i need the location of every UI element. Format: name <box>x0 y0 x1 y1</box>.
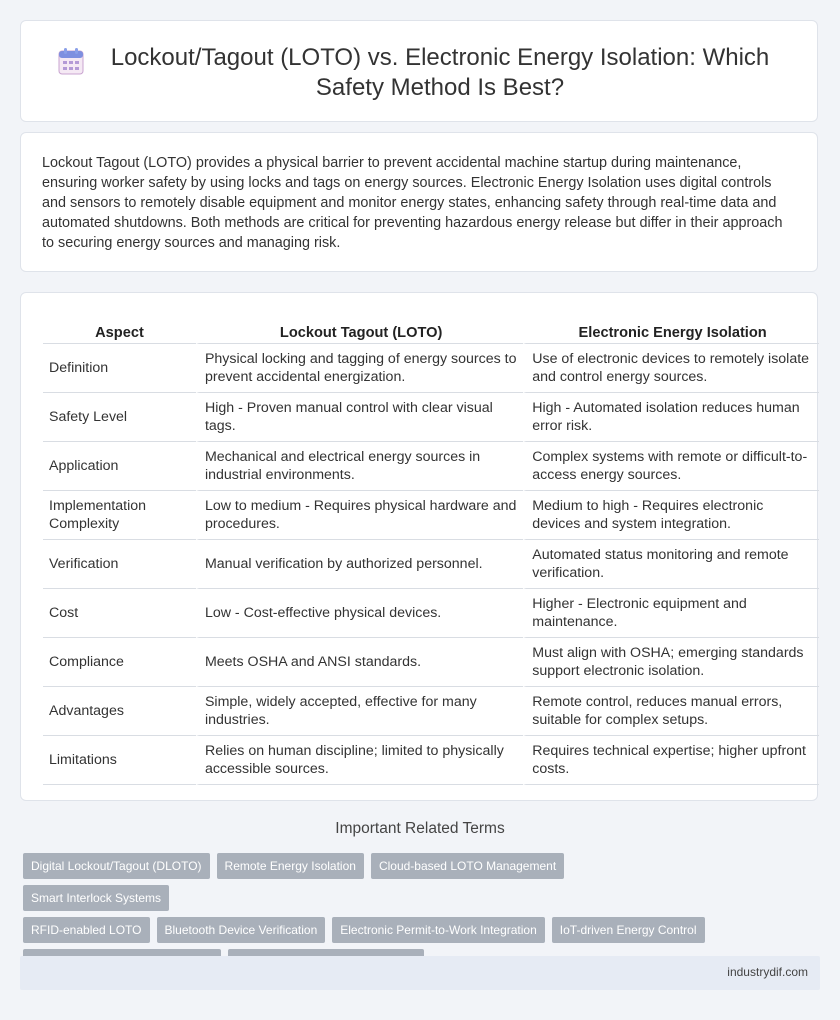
electronic-cell: Complex systems with remote or difficult-to-access energy sources. <box>523 442 819 491</box>
loto-cell: Relies on human discipline; limited to physically accessible sources. <box>196 736 523 785</box>
related-terms-title: Important Related Terms <box>335 820 505 837</box>
electronic-cell: Medium to high - Requires electronic devices and system integration. <box>523 491 819 540</box>
table-row <box>43 442 819 491</box>
related-term-tag[interactable]: Bluetooth Device Verification <box>157 917 326 943</box>
electronic-cell: Must align with OSHA; emerging standards support electronic isolation. <box>523 638 819 687</box>
aspect-cell: Application <box>43 442 196 491</box>
table-header-row <box>43 313 819 344</box>
page-title: Lockout/Tagout (LOTO) vs. Electronic Energy Isolation: Which Safety Method Is Best? <box>110 44 770 101</box>
aspect-cell: Advantages <box>43 687 196 736</box>
aspect-cell: Verification <box>43 540 196 589</box>
table-row <box>43 638 819 687</box>
aspect-cell: Compliance <box>43 638 196 687</box>
footer-site[interactable]: industrydif.com <box>727 965 808 979</box>
loto-cell: Physical locking and tagging of energy sources to prevent accidental energization. <box>196 344 523 393</box>
aspect-cell: Cost <box>43 589 196 638</box>
related-term-tag[interactable]: Digital Lockout/Tagout (DLOTO) <box>23 853 210 879</box>
related-term-tag[interactable]: RFID-enabled LOTO <box>23 917 150 943</box>
loto-cell: Low to medium - Requires physical hardware and procedures. <box>196 491 523 540</box>
electronic-cell: Automated status monitoring and remote verification. <box>523 540 819 589</box>
footer <box>20 956 820 990</box>
aspect-cell: Definition <box>43 344 196 393</box>
loto-cell: Low - Cost-effective physical devices. <box>196 589 523 638</box>
electronic-cell: High - Automated isolation reduces human error risk. <box>523 393 819 442</box>
electronic-cell: Remote control, reduces manual errors, suitable for complex setups. <box>523 687 819 736</box>
electronic-cell: Higher - Electronic equipment and maintenance. <box>523 589 819 638</box>
intro-paragraph: Lockout Tagout (LOTO) provides a physical barrier to prevent accidental machine startup during maintenance, ensuring worker safety by using locks and tags on energy sources. Electronic Energy Isolation uses digital controls and sensors to remotely disable equipment and monitor energy states, enhancing safety through real-time data and automated shutdowns. Both methods are critical for preventing hazardous energy release but differ in their approach to securing energy sources and managing risk. <box>42 155 783 251</box>
header-aspect: Aspect <box>43 313 196 344</box>
intro-card <box>20 132 818 272</box>
aspect-cell: Safety Level <box>43 393 196 442</box>
table-row <box>43 540 819 589</box>
table-row <box>43 393 819 442</box>
loto-cell: Mechanical and electrical energy sources in industrial environments. <box>196 442 523 491</box>
table-row <box>43 344 819 393</box>
title-card <box>20 20 818 122</box>
table-row <box>43 589 819 638</box>
table-row <box>43 736 819 785</box>
aspect-cell: Limitations <box>43 736 196 785</box>
related-term-tag[interactable]: IoT-driven Energy Control <box>552 917 705 943</box>
related-term-tag[interactable]: Electronic Permit-to-Work Integration <box>332 917 545 943</box>
loto-cell: High - Proven manual control with clear visual tags. <box>196 393 523 442</box>
table-row <box>43 687 819 736</box>
related-term-tag[interactable]: Smart Interlock Systems <box>23 885 169 911</box>
electronic-cell: Use of electronic devices to remotely isolate and control energy sources. <box>523 344 819 393</box>
related-term-tag[interactable]: Remote Energy Isolation <box>217 853 364 879</box>
comparison-table <box>43 313 819 785</box>
electronic-cell: Requires technical expertise; higher upfront costs. <box>523 736 819 785</box>
header-electronic: Electronic Energy Isolation <box>523 313 819 344</box>
calendar-icon <box>58 47 84 75</box>
aspect-cell: Implementation Complexity <box>43 491 196 540</box>
related-term-tag[interactable]: Cloud-based LOTO Management <box>371 853 564 879</box>
loto-cell: Manual verification by authorized personnel. <box>196 540 523 589</box>
header-loto: Lockout Tagout (LOTO) <box>196 313 523 344</box>
table-row <box>43 491 819 540</box>
loto-cell: Meets OSHA and ANSI standards. <box>196 638 523 687</box>
loto-cell: Simple, widely accepted, effective for many industries. <box>196 687 523 736</box>
comparison-table-card <box>20 292 818 801</box>
